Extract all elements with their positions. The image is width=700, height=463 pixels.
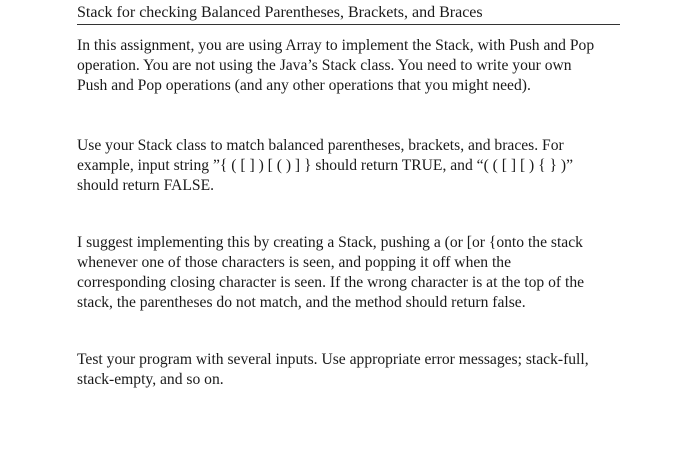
paragraph-testing	[77, 350, 637, 390]
paragraph-line: stack-empty, and so on.	[77, 371, 224, 388]
paragraph-line: operation. You are not using the Java’s Stack class. You need to write your own	[77, 57, 572, 74]
document-title: Stack for checking Balanced Parentheses, Brackets, and Braces	[77, 3, 620, 25]
paragraph-line: I suggest implementing this by creating a Stack, pushing a (or [or {onto the stack	[77, 234, 583, 251]
paragraph-line: example, input string ”{ ( [ ] ) [ ( ) ] } should return TRUE, and “( ( [ ] [ ) { } )”	[77, 157, 574, 174]
paragraph-line: In this assignment, you are using Array to implement the Stack, with Push and Pop	[77, 37, 595, 54]
paragraph-suggestion	[77, 233, 637, 313]
paragraph-line: should return FALSE.	[77, 177, 215, 194]
paragraph-line: corresponding closing character is seen. If the wrong character is at the top of the	[77, 274, 585, 291]
paragraph-line: Use your Stack class to match balanced parentheses, brackets, and braces. For	[77, 137, 564, 154]
paragraph-implementation	[77, 36, 637, 96]
paragraph-matching-example	[77, 136, 637, 196]
paragraph-line: whenever one of those characters is seen, and popping it off when the	[77, 254, 512, 271]
paragraph-line: stack, the parentheses do not match, and the method should return false.	[77, 294, 526, 311]
paragraph-line: Test your program with several inputs. Use appropriate error messages; stack-full,	[77, 351, 589, 368]
paragraph-line: Push and Pop operations (and any other operations that you might need).	[77, 77, 531, 94]
